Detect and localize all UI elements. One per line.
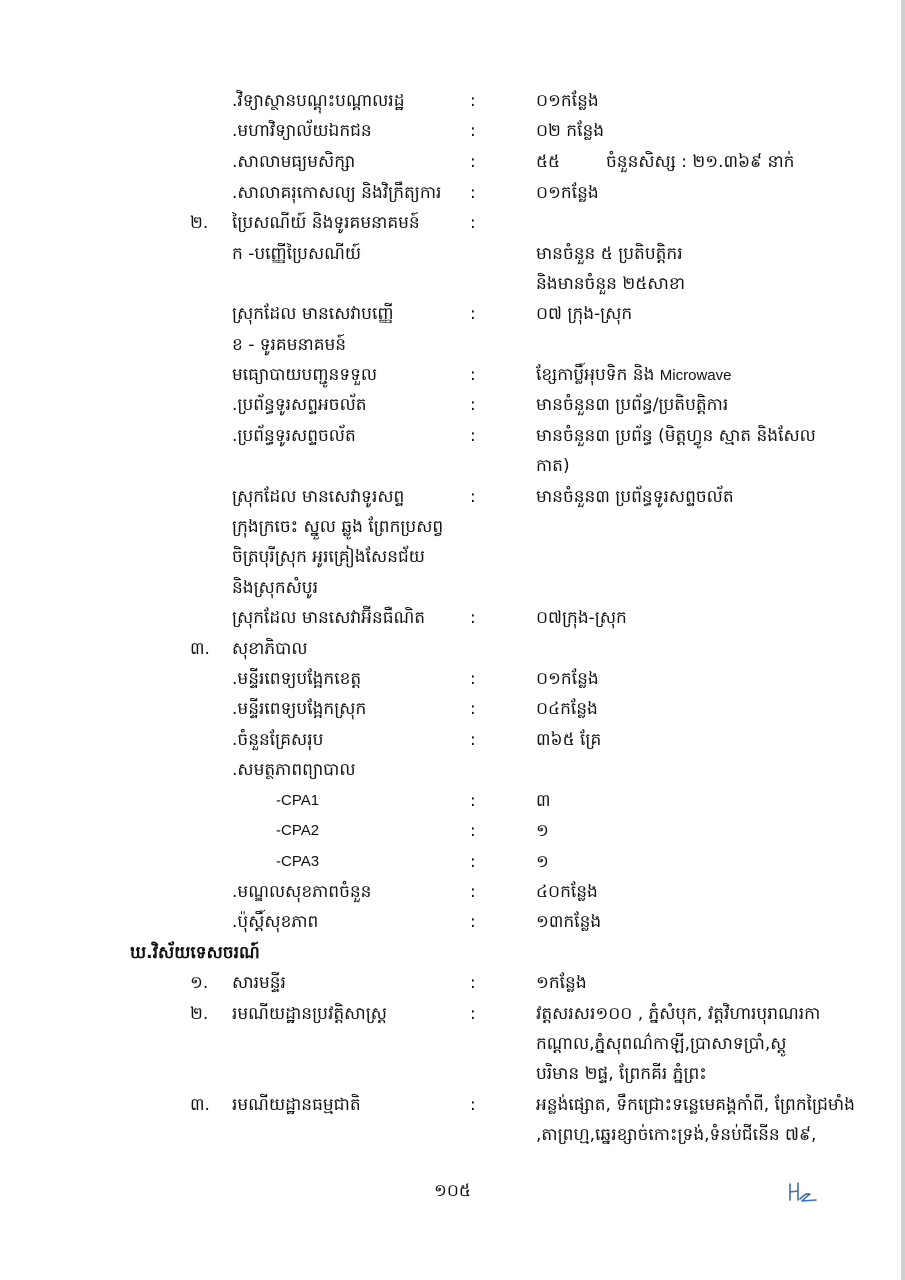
document-row bbox=[0, 116, 905, 146]
row-value-text: ខ្សែកាប្លិ៍អុបទិក និង bbox=[536, 365, 655, 385]
row-label: មធ្យោបាយបញ្ជូនទទួល bbox=[232, 365, 378, 385]
document-row bbox=[0, 664, 905, 694]
row-colon: : bbox=[470, 791, 476, 811]
row-label: .ចំនួនគ្រែសរុប bbox=[232, 730, 324, 750]
row-value: ,តាព្រហ្ម,ឆ្នេរខ្សាច់កោះទ្រង់,ទំនប់ជីនើន ៧៩, bbox=[536, 1125, 817, 1145]
row-colon: : bbox=[470, 183, 476, 203]
row-value: ១ bbox=[536, 821, 549, 841]
row-number: ២. bbox=[190, 213, 209, 233]
document-row bbox=[0, 1090, 905, 1120]
document-row bbox=[0, 208, 905, 238]
document-row bbox=[0, 512, 905, 542]
row-label: សារមន្ទីរ bbox=[232, 973, 286, 993]
document-row bbox=[0, 390, 905, 420]
document-row bbox=[0, 482, 905, 512]
document-row bbox=[0, 421, 905, 451]
row-colon: : bbox=[470, 152, 476, 172]
document-row bbox=[0, 694, 905, 724]
row-number: ១. bbox=[190, 973, 209, 993]
page-number: ១០៥ bbox=[434, 1181, 471, 1201]
row-number: ៣. bbox=[190, 639, 210, 659]
document-row bbox=[0, 816, 905, 846]
row-value: មានចំនួន ៥ ប្រតិបត្តិករ bbox=[536, 244, 683, 264]
document-row bbox=[0, 603, 905, 633]
row-note: ចំនួនសិស្ស : ២១.៣៦៩ នាក់ bbox=[606, 152, 795, 172]
row-colon: : bbox=[470, 395, 476, 415]
document-row bbox=[0, 1120, 905, 1150]
row-colon: : bbox=[470, 304, 476, 324]
row-value: កាត) bbox=[536, 456, 570, 476]
row-colon: : bbox=[470, 608, 476, 628]
document-row bbox=[0, 299, 905, 329]
document-row bbox=[0, 907, 905, 937]
row-value: ០១កន្លែង bbox=[536, 183, 599, 203]
row-value: ៣៦៥ គ្រែ bbox=[536, 730, 602, 750]
row-colon: : bbox=[470, 365, 476, 385]
document-row bbox=[0, 634, 905, 664]
row-label: .សាលាមធ្យមសិក្សា bbox=[232, 152, 356, 172]
row-value: មានចំនួន៣ ប្រព័ន្ធ (មិត្តហ្វូន ស្មាត និងសែល bbox=[536, 426, 816, 446]
row-label: ក្រុងក្រចេះ ស្នួល ឆ្លូង ព្រែកប្រសព្វ bbox=[232, 517, 444, 537]
row-value: ៣ bbox=[536, 791, 551, 811]
row-label: .មន្ទីរពេទ្យបង្អែកខេត្ត bbox=[232, 669, 362, 689]
row-value: ០១កន្លែង bbox=[536, 669, 599, 689]
document-row bbox=[0, 542, 905, 572]
document-row bbox=[0, 147, 905, 177]
document-row bbox=[0, 847, 905, 877]
row-value: ១៣កន្លែង bbox=[536, 912, 602, 932]
row-value: ៤០កន្លែង bbox=[536, 882, 598, 902]
row-colon: : bbox=[470, 1095, 476, 1115]
row-value: ០១កន្លែង bbox=[536, 91, 599, 111]
row-colon: : bbox=[470, 213, 476, 233]
document-row bbox=[0, 877, 905, 907]
row-value: ០២ កន្លែង bbox=[536, 121, 605, 141]
row-label: -CPA3 bbox=[276, 853, 320, 870]
document-row bbox=[0, 86, 905, 116]
row-label: .ប៉ុស្តិ៍សុខភាព bbox=[232, 912, 319, 932]
row-colon: : bbox=[470, 912, 476, 932]
row-label: ខ - ទូរគមនាគមន៍ bbox=[232, 335, 347, 355]
row-value: ០៧ ក្រុង-ស្រុក bbox=[536, 304, 633, 324]
row-label: .មណ្ឌលសុខភាពចំនួន bbox=[232, 882, 372, 902]
row-label: និងស្រុកសំបូរ bbox=[232, 578, 318, 598]
document-row bbox=[0, 330, 905, 360]
row-colon: : bbox=[470, 669, 476, 689]
row-colon: : bbox=[470, 852, 476, 872]
row-label: ស្រុកដែល មានសេវាទូរសព្ទ bbox=[232, 487, 405, 507]
row-label: សុខាភិបាល bbox=[232, 639, 308, 659]
section-heading-row bbox=[0, 938, 905, 968]
document-row bbox=[0, 360, 905, 390]
section-heading: ឃ.វិស័យទេសចរណ៍ bbox=[130, 943, 260, 963]
row-number: ៣. bbox=[190, 1095, 210, 1115]
document-row bbox=[0, 239, 905, 269]
row-label: -CPA1 bbox=[276, 792, 320, 809]
row-label: .មហាវិទ្យាល័យឯកជន bbox=[232, 121, 372, 141]
row-colon: : bbox=[470, 487, 476, 507]
row-value: មានចំនួន៣ ប្រព័ន្ធ/ប្រតិបត្តិការ bbox=[536, 395, 729, 415]
row-value: អន្លង់ផ្សោត, ទឹកជ្រោះទន្លេមេគង្គកាំពី, ព្រែកជ្រៃមាំង bbox=[536, 1095, 855, 1115]
row-value: ០៧ក្រុង-ស្រុក bbox=[536, 608, 627, 628]
row-colon: : bbox=[470, 1004, 476, 1024]
row-label: .សាលាគរុកោសល្យ និងវិក្រឹត្យការ bbox=[232, 183, 442, 203]
row-number: ២. bbox=[190, 1004, 209, 1024]
document-row bbox=[0, 1059, 905, 1089]
document-row bbox=[0, 755, 905, 785]
document-row bbox=[0, 999, 905, 1029]
row-value: បរិមាន ២ផ្ទ, ព្រែកគីរ ភ្នំព្រះ bbox=[536, 1064, 707, 1084]
row-value: ៥៥ bbox=[536, 152, 561, 172]
row-label: ក -បញ្ញើប្រៃសណីយ៍ bbox=[232, 244, 362, 264]
document-row bbox=[0, 968, 905, 998]
document-row bbox=[0, 269, 905, 299]
document-row bbox=[0, 786, 905, 816]
row-label: .វិទ្យាស្ថានបណ្តុះបណ្តាលរដ្ឋ bbox=[232, 91, 405, 111]
row-label: រមណីយដ្ឋានធម្មជាតិ bbox=[232, 1095, 361, 1115]
document-row bbox=[0, 725, 905, 755]
row-label: ប្រៃសណីយ៍ និងទូរគមនាគមន៍ bbox=[232, 213, 420, 233]
row-value-latin: Microwave bbox=[659, 367, 732, 384]
handwritten-signature bbox=[786, 1180, 820, 1206]
row-colon: : bbox=[470, 91, 476, 111]
row-colon: : bbox=[470, 426, 476, 446]
row-value: និងមានចំនួន ២៥សាខា bbox=[536, 274, 686, 294]
row-label: -CPA2 bbox=[276, 822, 320, 839]
row-label: .សមត្ថភាពព្យាបាល bbox=[232, 760, 356, 780]
row-value bbox=[536, 360, 731, 391]
row-label: ចិត្របុរីស្រុក អូរគ្រៀងសែនជ័យ bbox=[232, 547, 425, 567]
row-label: ស្រុកដែល មានសេវាបញ្ញើ bbox=[232, 304, 394, 324]
document-row bbox=[0, 573, 905, 603]
row-value: ១ bbox=[536, 852, 549, 872]
document-row bbox=[0, 451, 905, 481]
row-colon: : bbox=[470, 121, 476, 141]
row-colon: : bbox=[470, 821, 476, 841]
row-value: កណ្តាល,ភ្នំសុពណ៌កាឡី,ប្រាសាទប្រាំ,ស្តូ bbox=[536, 1034, 787, 1054]
row-value: ០៤កន្លែង bbox=[536, 699, 598, 719]
document-row bbox=[0, 178, 905, 208]
row-label: .មន្ទីរពេទ្យបង្អែកស្រុក bbox=[232, 699, 367, 719]
row-colon: : bbox=[470, 882, 476, 902]
row-colon: : bbox=[470, 973, 476, 993]
row-value: មានចំនួន៣ ប្រព័ន្ធទូរសព្ទចល័ត bbox=[536, 487, 734, 507]
row-colon: : bbox=[470, 730, 476, 750]
row-value: ១កន្លែង bbox=[536, 973, 587, 993]
document-row bbox=[0, 1029, 905, 1059]
row-label: រមណីយដ្ឋានប្រវត្តិសាស្ត្រ bbox=[232, 1004, 387, 1024]
row-label: .ប្រព័ន្ធទូរសព្ទចល័ត bbox=[232, 426, 356, 446]
row-value: វត្តសរសរ១០០ , ភ្នំសំបុក, វត្តវិហារបុរាណរកា bbox=[536, 1004, 821, 1024]
row-label: .ប្រព័ន្ធទូរសព្ទអចល័ត bbox=[232, 395, 367, 415]
row-colon: : bbox=[470, 699, 476, 719]
row-label: ស្រុកដែល មានសេវាអ៊ីនធឺណិត bbox=[232, 608, 426, 628]
